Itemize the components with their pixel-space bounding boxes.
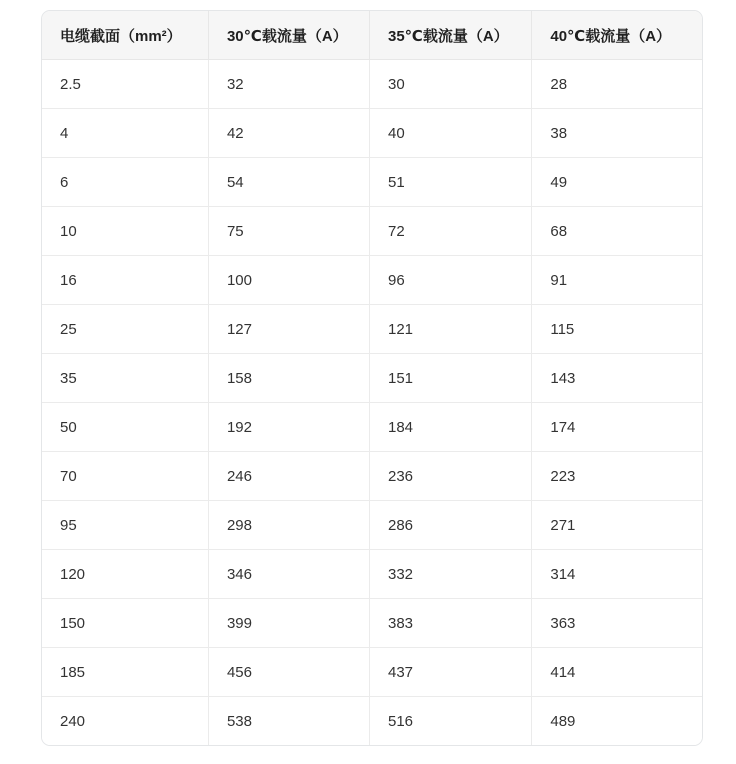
table-cell: 40 — [370, 109, 532, 158]
table-row — [42, 256, 702, 305]
table-cell: 2.5 — [42, 60, 209, 109]
table-cell: 72 — [370, 207, 532, 256]
table-row — [42, 109, 702, 158]
table-cell: 185 — [42, 648, 209, 697]
table-cell: 16 — [42, 256, 209, 305]
table-cell: 174 — [532, 403, 702, 452]
table-cell: 25 — [42, 305, 209, 354]
table-cell: 70 — [42, 452, 209, 501]
table-cell: 35 — [42, 354, 209, 403]
table-cell: 383 — [370, 599, 532, 648]
table-cell: 100 — [209, 256, 370, 305]
cable-ampacity-table-container — [41, 10, 703, 746]
table-header-row — [42, 11, 702, 60]
table-cell: 414 — [532, 648, 702, 697]
table-cell: 6 — [42, 158, 209, 207]
table-cell: 28 — [532, 60, 702, 109]
cable-ampacity-table — [41, 10, 703, 746]
table-cell: 127 — [209, 305, 370, 354]
table-cell: 246 — [209, 452, 370, 501]
table-body — [42, 60, 702, 745]
table-row — [42, 550, 702, 599]
table-cell: 4 — [42, 109, 209, 158]
table-cell: 332 — [370, 550, 532, 599]
table-cell: 121 — [370, 305, 532, 354]
table-cell: 96 — [370, 256, 532, 305]
table-cell: 38 — [532, 109, 702, 158]
table-cell: 50 — [42, 403, 209, 452]
table-cell: 10 — [42, 207, 209, 256]
table-cell: 51 — [370, 158, 532, 207]
table-row — [42, 305, 702, 354]
column-header: 40℃载流量（A） — [532, 11, 702, 60]
column-header: 30℃载流量（A） — [209, 11, 370, 60]
table-cell: 298 — [209, 501, 370, 550]
table-cell: 437 — [370, 648, 532, 697]
table-row — [42, 599, 702, 648]
column-header: 35℃载流量（A） — [370, 11, 532, 60]
table-row — [42, 501, 702, 550]
table-cell: 286 — [370, 501, 532, 550]
table-cell: 363 — [532, 599, 702, 648]
table-cell: 150 — [42, 599, 209, 648]
table-row — [42, 60, 702, 109]
table-cell: 54 — [209, 158, 370, 207]
table-cell: 158 — [209, 354, 370, 403]
table-cell: 236 — [370, 452, 532, 501]
table-cell: 68 — [532, 207, 702, 256]
table-cell: 49 — [532, 158, 702, 207]
table-row — [42, 354, 702, 403]
table-cell: 30 — [370, 60, 532, 109]
table-cell: 192 — [209, 403, 370, 452]
table-row — [42, 452, 702, 501]
table-row — [42, 697, 702, 745]
table-cell: 456 — [209, 648, 370, 697]
table-cell: 151 — [370, 354, 532, 403]
table-cell: 516 — [370, 697, 532, 745]
table-cell: 346 — [209, 550, 370, 599]
table-row — [42, 403, 702, 452]
table-cell: 75 — [209, 207, 370, 256]
table-cell: 32 — [209, 60, 370, 109]
table-cell: 95 — [42, 501, 209, 550]
table-row — [42, 207, 702, 256]
table-cell: 91 — [532, 256, 702, 305]
table-cell: 223 — [532, 452, 702, 501]
table-cell: 143 — [532, 354, 702, 403]
table-cell: 538 — [209, 697, 370, 745]
table-cell: 115 — [532, 305, 702, 354]
column-header: 电缆截面（mm²） — [42, 11, 209, 60]
table-row — [42, 648, 702, 697]
table-cell: 271 — [532, 501, 702, 550]
table-cell: 184 — [370, 403, 532, 452]
table-cell: 489 — [532, 697, 702, 745]
table-row — [42, 158, 702, 207]
table-cell: 399 — [209, 599, 370, 648]
table-cell: 240 — [42, 697, 209, 745]
table-cell: 42 — [209, 109, 370, 158]
table-cell: 314 — [532, 550, 702, 599]
table-cell: 120 — [42, 550, 209, 599]
table-header — [42, 11, 702, 60]
